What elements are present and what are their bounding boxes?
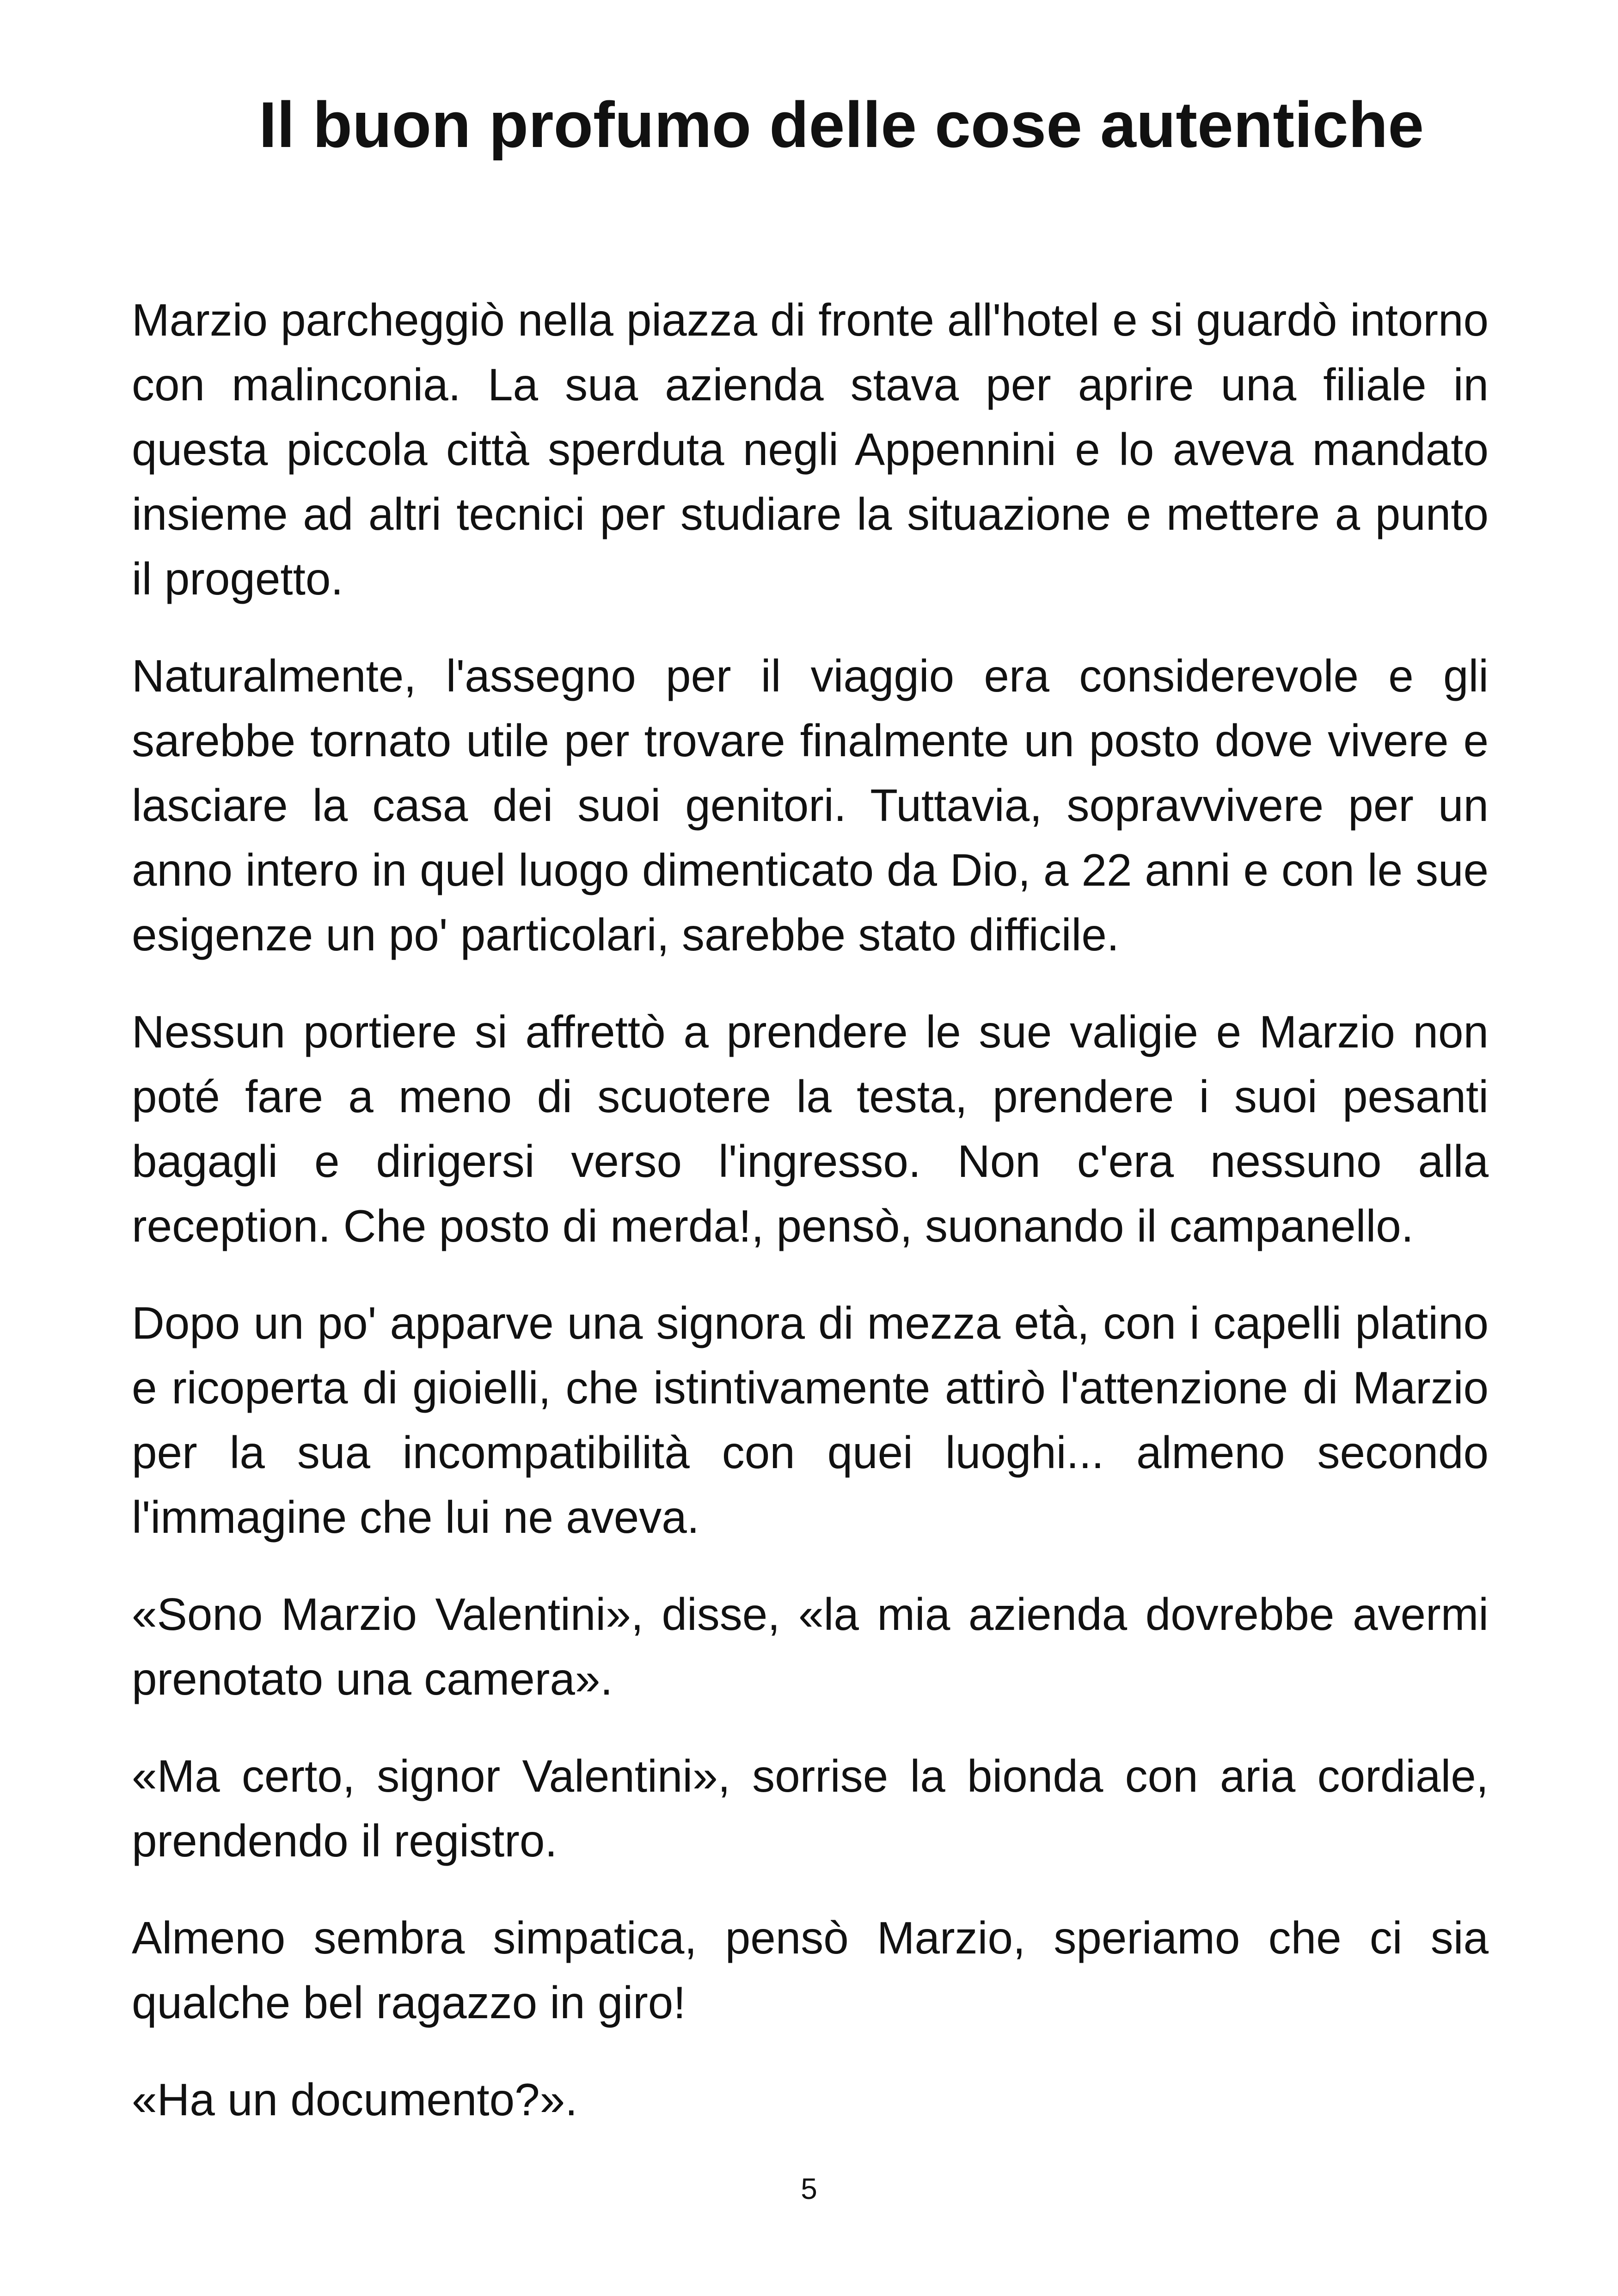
page-number: 5: [801, 2172, 817, 2205]
paragraph-5: «Sono Marzio Valentini», disse, «la mia azienda dovrebbe avermi prenotato una camera».: [132, 1589, 1489, 1704]
paragraph-8: «Ha un documento?».: [132, 2074, 578, 2125]
paragraph-3: Nessun portiere si affrettò a prendere le sue valigie e Marzio non poté fare a meno di scuotere la testa, prendere i suoi pesanti bagagli e dirigersi verso l'ingresso. Non c'era nessuno alla reception. Che posto di merda!, pensò, suonando il campanello.: [132, 1006, 1489, 1251]
paragraph-1: Marzio parcheggiò nella piazza di fronte all'hotel e si guardò intorno con malinconia. La sua azienda stava per aprire una filiale in questa piccola città sperduta negli Appennini e lo aveva mandato insieme ad altri tecnici per studiare la situazione e mettere a punto il progetto.: [132, 294, 1489, 604]
paragraph-4: Dopo un po' apparve una signora di mezza età, con i capelli platino e ricoperta di gioielli, che istintivamente attirò l'attenzione di Marzio per la sua incompatibilità con quei luoghi... almeno secondo l'immagine che lui ne aveva.: [132, 1298, 1489, 1543]
page-title: Il buon profumo delle cose autentiche: [258, 88, 1424, 161]
paragraph-7: Almeno sembra simpatica, pensò Marzio, speriamo che ci sia qualche bel ragazzo in giro!: [132, 1912, 1489, 2028]
paragraph-6: «Ma certo, signor Valentini», sorrise la bionda con aria cordiale, prendendo il registro.: [132, 1751, 1489, 1866]
paragraph-2: Naturalmente, l'assegno per il viaggio era considerevole e gli sarebbe tornato utile per trovare finalmente un posto dove vivere e lasciare la casa dei suoi genitori. Tuttavia, sopravvivere per un anno intero in quel luogo dimenticato da Dio, a 22 anni e con le sue esigenze un po' particolari, sarebbe stato difficile.: [132, 650, 1489, 960]
body-text: [132, 288, 1489, 2164]
